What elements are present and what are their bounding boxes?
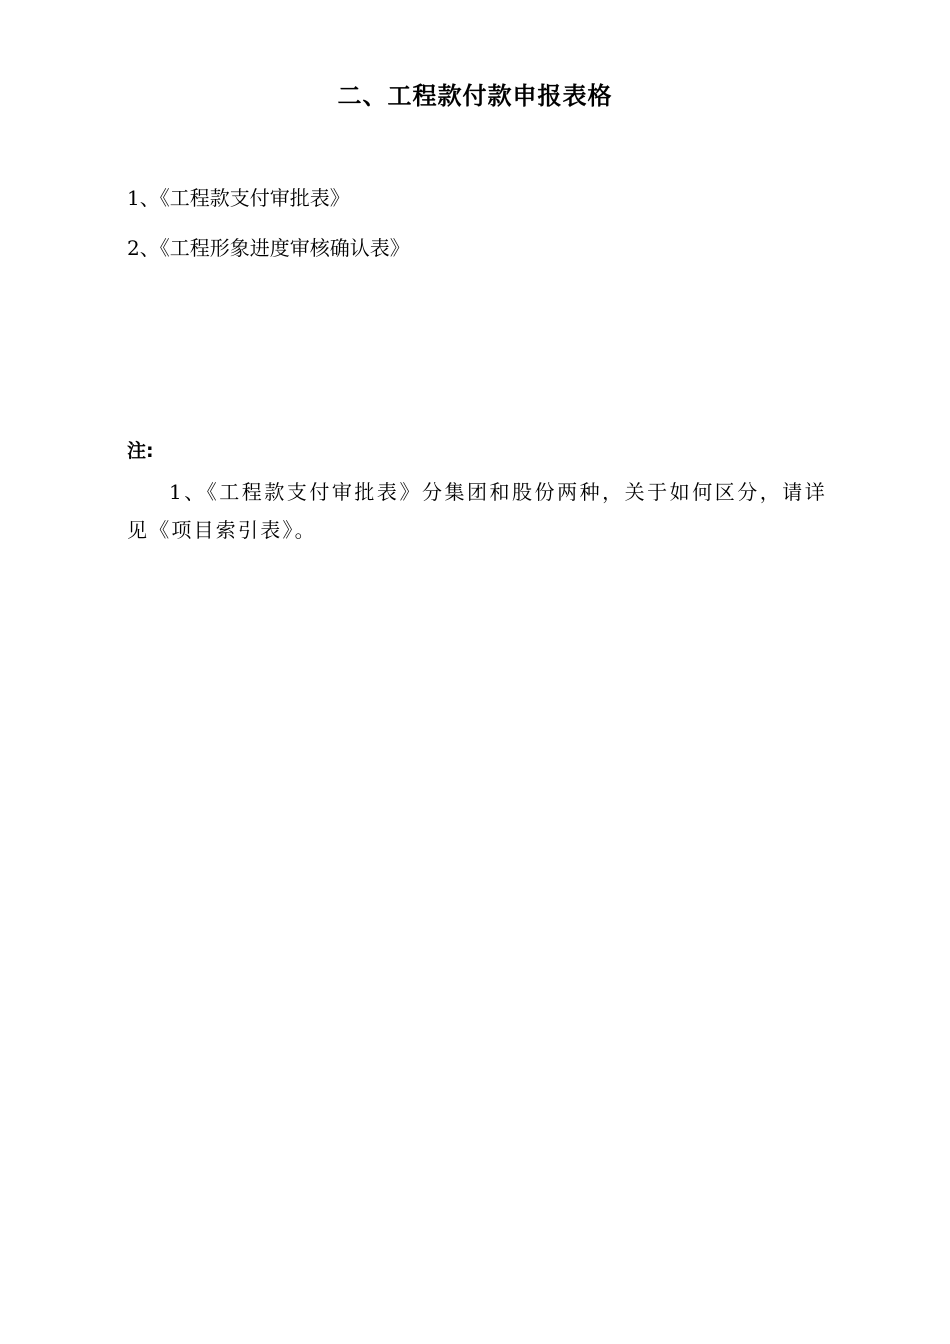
form-list	[127, 183, 410, 283]
list-item: 1、《工程款支付审批表》	[127, 186, 350, 210]
list-item: 2、《工程形象进度审核确认表》	[127, 236, 410, 260]
note-text: 1、《工程款支付审批表》分集团和股份两种，关于如何区分，请详见《项目索引表》。	[127, 480, 827, 542]
note-label: 注:	[127, 440, 154, 462]
page-title: 二、工程款付款申报表格	[337, 82, 613, 110]
note-section	[127, 436, 827, 549]
